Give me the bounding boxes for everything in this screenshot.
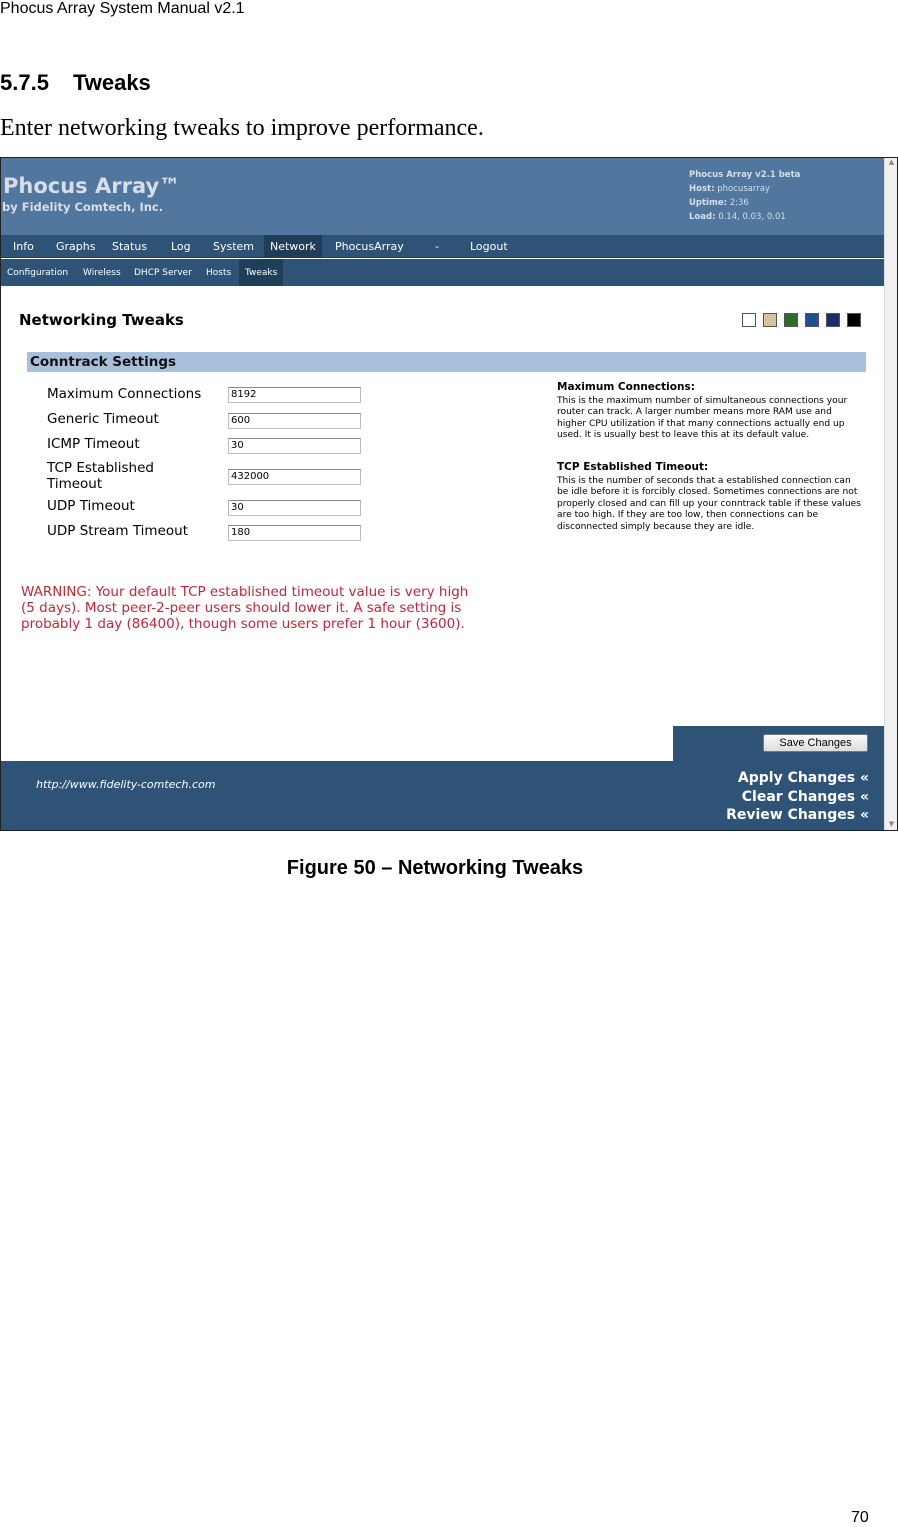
nav-graphs[interactable]: Graphs <box>56 239 96 253</box>
help-tcp-established <box>557 462 862 533</box>
load: 0.14, 0.03, 0.01 <box>718 212 786 222</box>
field-label: Maximum Connections <box>47 386 202 402</box>
website-link[interactable]: http://www.fidelity-comtech.com <box>36 778 216 791</box>
sub-nav <box>1 259 884 286</box>
warning-text: WARNING: Your default TCP established timeout value is very high (5 days). Most peer-2-peer users should lower it. A safe setting is probably 1 day (86400), though some users prefer 1 hour (3600). <box>21 584 469 632</box>
version: Phocus Array v2.1 beta <box>689 170 801 180</box>
subnav-wireless[interactable]: Wireless <box>83 267 121 278</box>
system-info <box>689 168 800 224</box>
footer-actions <box>726 769 869 825</box>
host: phocusarray <box>717 184 770 194</box>
page-title: Networking Tweaks <box>19 311 184 329</box>
nav-log[interactable]: Log <box>171 239 191 253</box>
brand-byline: by Fidelity Comtech, Inc. <box>2 200 164 214</box>
subnav-hosts[interactable]: Hosts <box>206 267 232 278</box>
uptime: 2:36 <box>729 198 749 208</box>
udp-stream-timeout-input[interactable]: 180 <box>228 525 361 541</box>
field-label: ICMP Timeout <box>47 436 140 452</box>
clear-changes-link[interactable]: Clear Changes « <box>741 788 869 805</box>
help-title: Maximum Connections: <box>557 381 695 393</box>
help-title: TCP Established Timeout: <box>557 461 709 473</box>
color-swatch[interactable] <box>784 313 798 327</box>
app-header <box>1 158 884 235</box>
help-text: This is the number of seconds that a established connection can be idle before it is forcibly closed. Sometimes connections are not properly closed and can fill up your conntrack table if these values are too high. If they are too low, then connections can be disconnected simply because they are idle. <box>557 475 861 532</box>
icmp-timeout-input[interactable]: 30 <box>228 438 361 454</box>
color-swatch[interactable] <box>847 313 861 327</box>
udp-timeout-input[interactable]: 30 <box>228 500 361 516</box>
max-connections-input[interactable]: 8192 <box>228 387 361 403</box>
footer <box>1 761 884 831</box>
save-panel <box>673 726 884 766</box>
subnav-dhcp-server[interactable]: DHCP Server <box>134 267 192 278</box>
field-label: UDP Timeout <box>47 498 135 514</box>
help-max-connections <box>557 382 862 442</box>
nav-info[interactable]: Info <box>13 239 34 253</box>
tcp-established-timeout-input[interactable]: 432000 <box>228 469 361 485</box>
document-header: Phocus Array System Manual v2.1 <box>0 0 245 17</box>
main-nav <box>1 235 884 258</box>
nav-phocusarray[interactable]: PhocusArray <box>335 239 404 253</box>
color-swatch[interactable] <box>763 313 777 327</box>
field-label: UDP Stream Timeout <box>47 523 188 539</box>
apply-changes-link[interactable]: Apply Changes « <box>737 770 869 786</box>
uptime-label: Uptime: <box>689 198 727 208</box>
section-header: Conntrack Settings <box>27 352 866 372</box>
nav-status[interactable]: Status <box>112 239 148 253</box>
nav-logout[interactable]: Logout <box>470 239 508 253</box>
section-number: 5.7.5 <box>0 70 49 95</box>
color-swatch[interactable] <box>805 313 819 327</box>
color-swatch[interactable] <box>826 313 840 327</box>
brand-title: Phocus Array™ <box>3 174 181 198</box>
section-heading <box>0 70 151 96</box>
save-changes-button[interactable]: Save Changes <box>763 734 868 752</box>
help-text: This is the maximum number of simultaneous connections your router can track. A larger number means more RAM use and higher CPU utilization if that many connections actually end up used. It is usually best to leave this at its default value. <box>557 395 848 440</box>
nav-separator: - <box>435 239 439 253</box>
color-swatch[interactable] <box>742 313 756 327</box>
nav-network[interactable]: Network <box>264 235 322 257</box>
scroll-down-icon[interactable]: ▼ <box>888 820 895 828</box>
section-title: Tweaks <box>72 70 151 95</box>
host-label: Host: <box>689 184 715 194</box>
page-number: 70 <box>851 1509 869 1526</box>
field-label: TCP Established Timeout <box>47 460 154 492</box>
screenshot <box>0 157 898 831</box>
review-changes-link[interactable]: Review Changes « <box>726 807 869 823</box>
field-label: Generic Timeout <box>47 411 159 427</box>
intro-text: Enter networking tweaks to improve performance. <box>0 115 484 141</box>
subnav-configuration[interactable]: Configuration <box>7 267 69 278</box>
generic-timeout-input[interactable]: 600 <box>228 413 361 429</box>
figure-caption: Figure 50 – Networking Tweaks <box>286 857 584 879</box>
nav-system[interactable]: System <box>213 239 255 253</box>
load-label: Load: <box>689 212 716 222</box>
subnav-tweaks[interactable]: Tweaks <box>239 259 283 286</box>
scroll-up-icon[interactable]: ▲ <box>888 158 895 166</box>
scrollbar[interactable] <box>884 158 898 831</box>
